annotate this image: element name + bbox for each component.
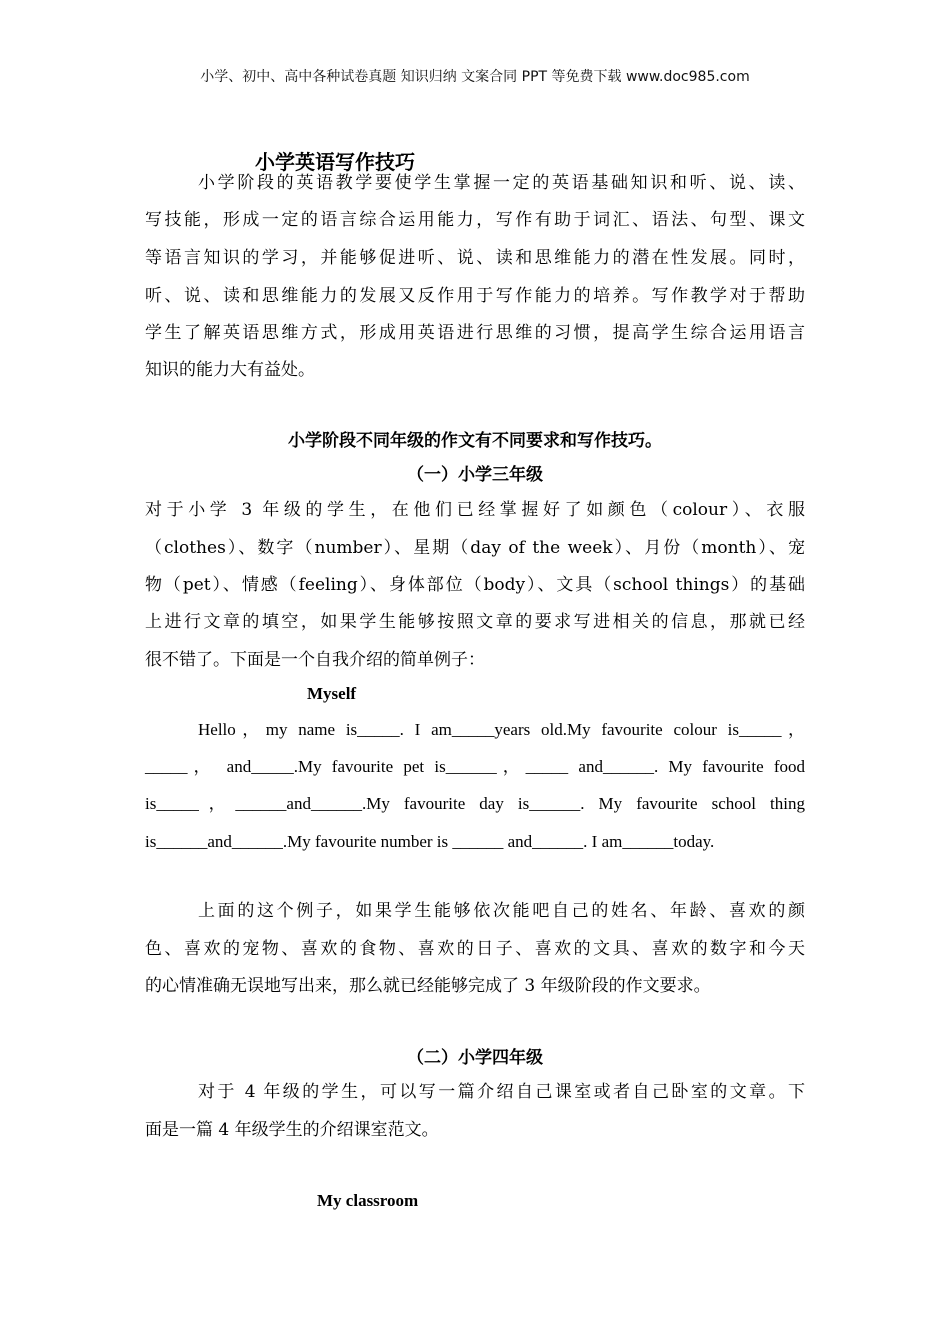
grade3-line: （clothes）、数字（number）、星期（day of the week）、月份（month）、宠 [145,538,805,558]
intro-line: 学生了解英语思维方式，形成用英语进行思维的习惯，提高学生综合运用语言 [145,323,805,343]
grade3-line: 物（pet）、情感（feeling）、身体部位（body）、文具（school things）的基础 [145,575,805,595]
intro-line: 写技能，形成一定的语言综合运用能力，写作有助于词汇、语法、句型、课文 [145,210,805,230]
page-header: 小学、初中、高中各种试卷真题 知识归纳 文案合同 PPT 等免费下载 www.doc985.com [200,69,750,85]
grade3-line: 对于小学 3 年级的学生，在他们已经掌握好了如颜色（colour）、衣服 [145,500,805,520]
example-title-myself: Myself [307,684,357,703]
grade4-heading: （二）小学四年级 [407,1048,543,1068]
example-title-my-classroom: My classroom [317,1191,419,1210]
section-heading: 小学阶段不同年级的作文有不同要求和写作技巧。 [288,431,662,451]
intro-line: 知识的能力大有益处。 [145,360,315,380]
grade3-line: 很不错了。下面是一个自我介绍的简单例子： [145,650,485,670]
example-line: is_____，______and______.My favourite day is______. My favourite school thing [145,794,805,813]
grade3-heading: （一）小学三年级 [407,465,543,485]
comment-line: 上面的这个例子，如果学生能够依次能吧自己的姓名、年龄、喜欢的颜 [198,901,805,921]
grade4-line: 面是一篇 4 年级学生的介绍课室范文。 [145,1120,439,1140]
intro-line: 小学阶段的英语教学要使学生掌握一定的英语基础知识和听、说、读、 [198,173,805,193]
grade4-line: 对于 4 年级的学生，可以写一篇介绍自己课室或者自己卧室的文章。下 [198,1082,805,1102]
example-line: Hello，my name is_____. I am_____years old.My favourite colour is_____， [198,720,805,739]
comment-line: 的心情准确无误地写出来，那么就已经能够完成了 3 年级阶段的作文要求。 [145,976,711,996]
intro-line: 听、说、读和思维能力的发展又反作用于写作能力的培养。写作教学对于帮助 [145,286,805,306]
example-line: is______and______.My favourite number is ______ and______. I am______today. [145,832,715,851]
intro-line: 等语言知识的学习，并能够促进听、说、读和思维能力的潜在性发展。同时， [145,248,805,268]
example-line: _____， and_____.My favourite pet is______，_____ and______. My favourite food [145,757,805,776]
grade3-line: 上进行文章的填空，如果学生能够按照文章的要求写进相关的信息，那就已经 [145,612,805,632]
comment-line: 色、喜欢的宠物、喜欢的食物、喜欢的日子、喜欢的文具、喜欢的数字和今天 [145,939,805,959]
page-title: 小学英语写作技巧 [255,150,415,174]
